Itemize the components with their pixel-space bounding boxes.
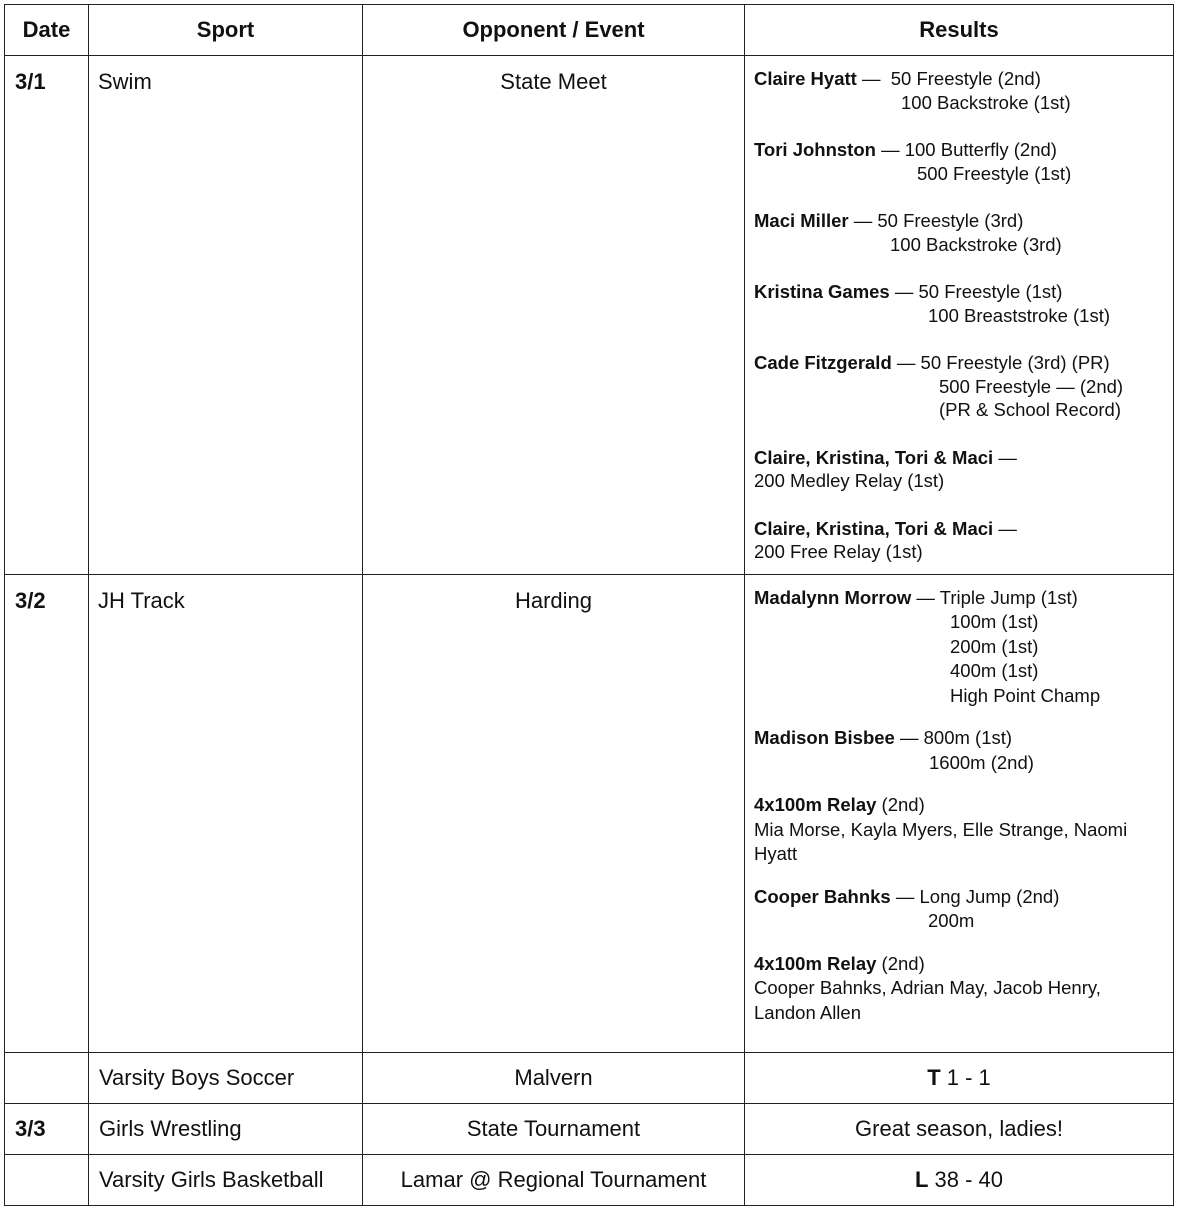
athlete-name: Maci Miller [754,210,849,231]
date-cell: 3/2 [5,574,89,1052]
sport-cell: Varsity Girls Basketball [89,1154,363,1205]
results-table [4,4,1174,1206]
result-entry: 4x100m Relay (2nd) Mia Morse, Kayla Myers, Elle Strange, Naomi Hyatt [754,794,1128,864]
header-results: Results [745,5,1174,56]
opponent-cell: State Tournament [363,1103,745,1154]
result-entry: Claire, Kristina, Tori & Maci — 200 Medley Relay (1st) [754,446,1017,491]
date-cell [5,1154,89,1205]
sport-cell: Girls Wrestling [89,1103,363,1154]
results-cell: Great season, ladies! [745,1103,1174,1154]
athlete-name: Kristina Games [754,281,890,302]
table-row [5,1154,1174,1205]
table-row [5,1052,1174,1103]
table-row [5,1103,1174,1154]
sport-cell: Varsity Boys Soccer [89,1052,363,1103]
athlete-name: Tori Johnston [754,139,876,160]
athlete-name: Madison Bisbee [754,727,895,748]
sport-cell: Swim [89,56,363,575]
relay-name: 4x100m Relay [754,952,877,974]
table-row [5,56,1174,575]
results-cell: L 38 - 40 [745,1154,1174,1205]
athlete-name: Madalynn Morrow [754,586,912,608]
result-entry: Tori Johnston — 100 Butterfly (2nd) 500 Freestyle (1st) [754,139,1072,184]
athlete-name: Claire, Kristina, Tori & Maci [754,446,994,468]
result-entry: Claire, Kristina, Tori & Maci — 200 Free Relay (1st) [754,517,1017,562]
header-opponent: Opponent / Event [363,5,745,56]
result-entry: Kristina Games — 50 Freestyle (1st) 100 Breaststroke (1st) [754,281,1110,326]
header-sport: Sport [89,5,363,56]
date-cell [5,1052,89,1103]
sport-cell: JH Track [89,574,363,1052]
opponent-cell: State Meet [363,56,745,575]
result-entry: Cade Fitzgerald — 50 Freestyle (3rd) (PR) 500 Freestyle — (2nd) (PR & School Record) [754,352,1124,420]
athlete-name: Claire, Kristina, Tori & Maci [754,517,994,539]
opponent-cell: Harding [363,574,745,1052]
results-cell: T 1 - 1 [745,1052,1174,1103]
result-entry: Claire Hyatt — 50 Freestyle (2nd) 100 Backstroke (1st) [754,68,1071,113]
date-cell: 3/1 [5,56,89,575]
athlete-name: Cade Fitzgerald [754,352,892,373]
header-date: Date [5,5,89,56]
result-entry: Maci Miller — 50 Freestyle (3rd) 100 Backstroke (3rd) [754,210,1062,255]
header-row [5,5,1174,56]
result-entry: Madalynn Morrow — Triple Jump (1st) 100m (1st) 200m (1st) 400m (1st) High Point Champ [754,586,1101,706]
result-entry: Cooper Bahnks — Long Jump (2nd) 200m [754,885,1060,931]
athlete-name: Cooper Bahnks [754,885,891,907]
athlete-name: Claire Hyatt [754,68,857,89]
results-cell [745,574,1174,1052]
opponent-cell: Lamar @ Regional Tournament [363,1154,745,1205]
results-cell [745,56,1174,575]
opponent-cell: Malvern [363,1052,745,1103]
date-cell: 3/3 [5,1103,89,1154]
result-entry: 4x100m Relay (2nd) Cooper Bahnks, Adrian May, Jacob Henry, Landon Allen [754,952,1101,1023]
relay-name: 4x100m Relay [754,794,877,815]
result-entry: Madison Bisbee — 800m (1st) 1600m (2nd) [754,727,1034,773]
table-row [5,574,1174,1052]
